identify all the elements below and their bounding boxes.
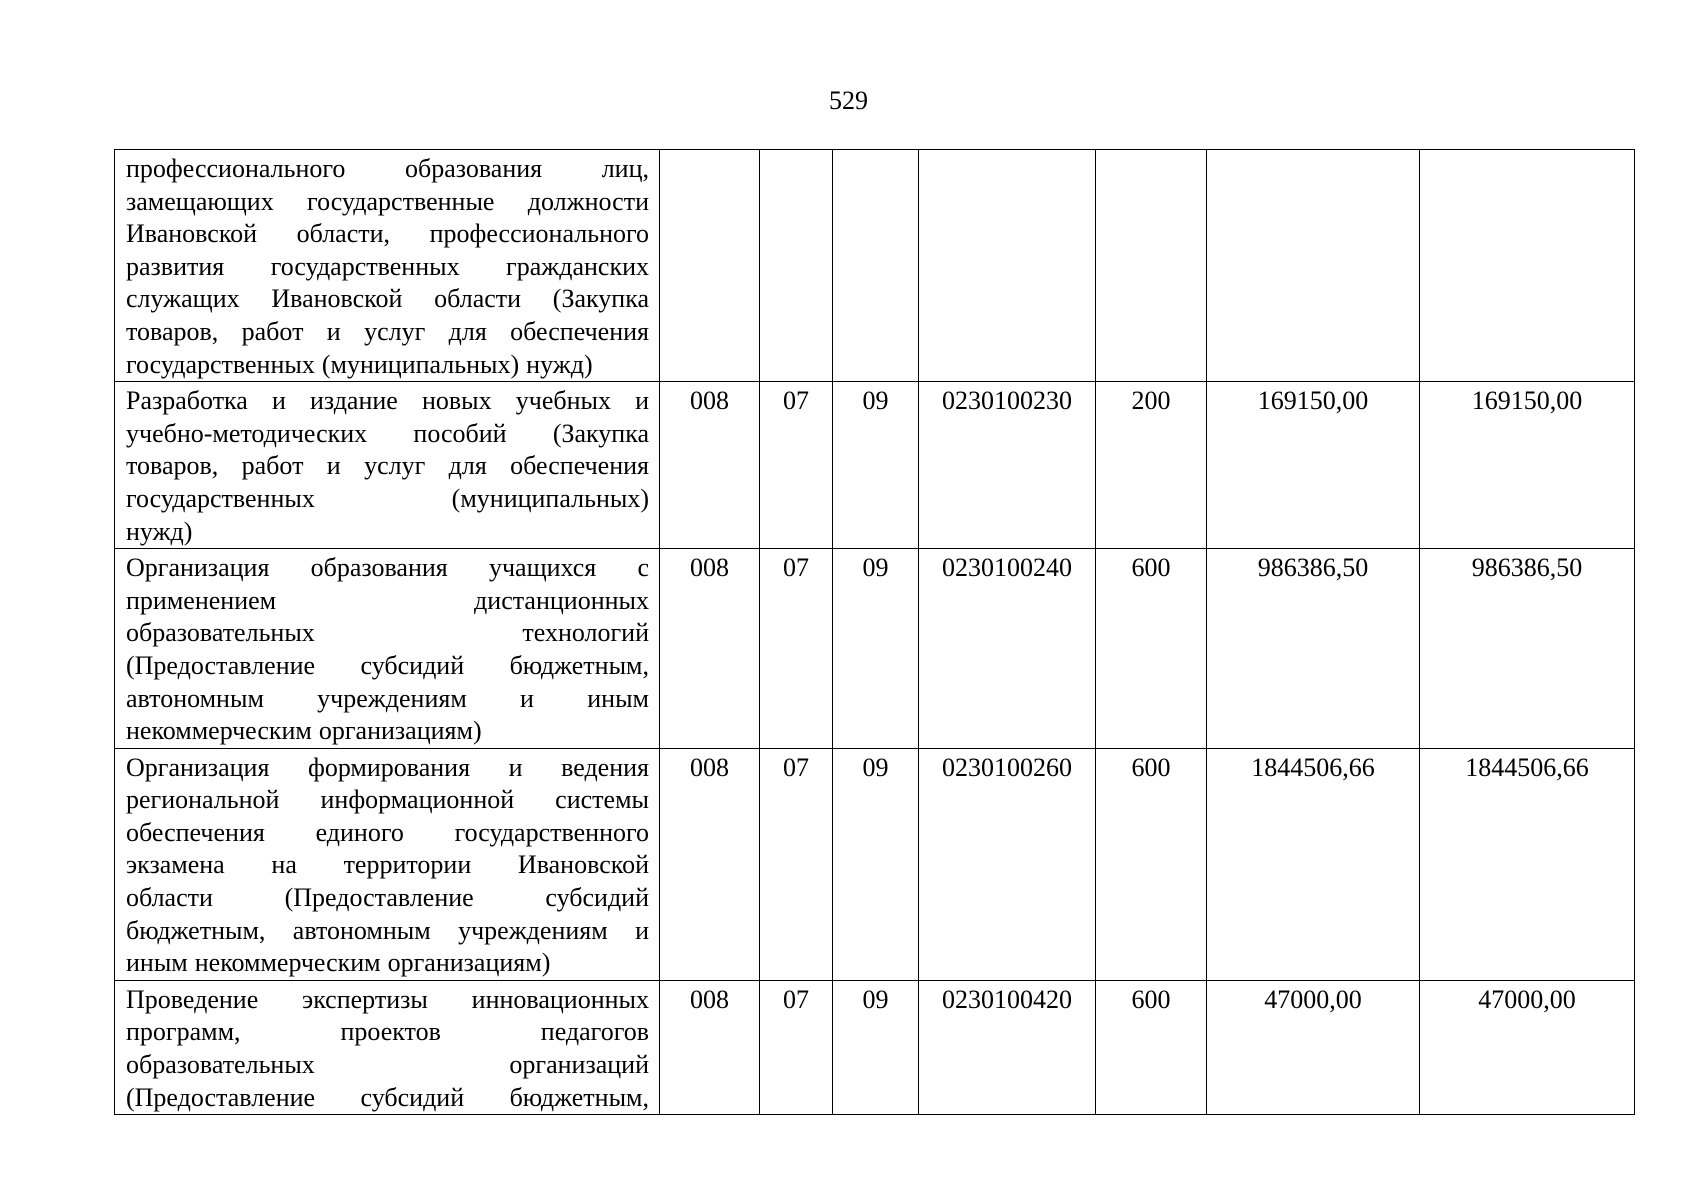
- amount-2: 1844506,66: [1420, 748, 1635, 980]
- description-line: служащих Ивановской области (Закупка: [126, 284, 649, 314]
- target-article-code: 0230100260: [919, 748, 1096, 980]
- description-line: области (Предоставление субсидий: [126, 883, 649, 913]
- table-row: [115, 980, 1635, 1114]
- description-line: профессионального образования лиц,: [126, 154, 649, 183]
- description-line: (Предоставление субсидий бюджетным,: [126, 650, 649, 680]
- amount-1: 169150,00: [1207, 382, 1420, 549]
- row-description: [115, 748, 660, 980]
- expense-type-code: 600: [1096, 549, 1207, 749]
- target-article-code: 0230100230: [919, 382, 1096, 549]
- description-line: государственных (муниципальных): [126, 483, 649, 513]
- ministry-code: [660, 150, 760, 382]
- target-article-code: [919, 150, 1096, 382]
- table-row: [115, 549, 1635, 749]
- description-line: учебно-методических пособий (Закупка: [126, 418, 649, 448]
- amount-1: 986386,50: [1207, 549, 1420, 749]
- section-code: 07: [760, 382, 833, 549]
- section-code: [760, 150, 833, 382]
- expense-type-code: [1096, 150, 1207, 382]
- description-line: товаров, работ и услуг для обеспечения: [126, 451, 649, 481]
- description-line: образовательных организаций: [126, 1050, 649, 1080]
- amount-2: 169150,00: [1420, 382, 1635, 549]
- description-line: государственных (муниципальных) нужд): [126, 349, 593, 379]
- ministry-code: 008: [660, 748, 760, 980]
- ministry-code: 008: [660, 549, 760, 749]
- amount-1: 47000,00: [1207, 980, 1420, 1114]
- description-line: нужд): [126, 516, 193, 546]
- subsection-code: 09: [833, 748, 919, 980]
- amount-2: 986386,50: [1420, 549, 1635, 749]
- table-row: [115, 748, 1635, 980]
- description-line: бюджетным, автономным учреждениям и: [126, 915, 649, 945]
- description-line: развития государственных гражданских: [126, 251, 649, 281]
- section-code: 07: [760, 748, 833, 980]
- description-line: Проведение экспертизы инновационных: [126, 984, 649, 1014]
- description-line: Организация формирования и ведения: [126, 752, 649, 782]
- subsection-code: 09: [833, 980, 919, 1114]
- ministry-code: 008: [660, 382, 760, 549]
- row-description: [115, 549, 660, 749]
- expense-type-code: 600: [1096, 980, 1207, 1114]
- description-line: автономным учреждениям и иным: [126, 683, 649, 713]
- target-article-code: 0230100240: [919, 549, 1096, 749]
- description-line: товаров, работ и услуг для обеспечения: [126, 316, 649, 346]
- target-article-code: 0230100420: [919, 980, 1096, 1114]
- amount-1: 1844506,66: [1207, 748, 1420, 980]
- description-line: иным некоммерческим организациям): [126, 948, 551, 978]
- section-code: 07: [760, 980, 833, 1114]
- description-line: экзамена на территории Ивановской: [126, 850, 649, 880]
- section-code: 07: [760, 549, 833, 749]
- description-line: образовательных технологий: [126, 618, 649, 648]
- amount-1: [1207, 150, 1420, 382]
- description-line: замещающих государственные должности: [126, 186, 649, 216]
- page-number: 529: [829, 86, 868, 115]
- table-body: [115, 150, 1635, 1115]
- amount-2: 47000,00: [1420, 980, 1635, 1114]
- row-description: [115, 150, 660, 382]
- table-row: [115, 150, 1635, 382]
- row-description: [115, 980, 660, 1114]
- row-description: [115, 382, 660, 549]
- description-line: программ, проектов педагогов: [126, 1017, 649, 1047]
- expense-type-code: 600: [1096, 748, 1207, 980]
- subsection-code: 09: [833, 382, 919, 549]
- description-line: (Предоставление субсидий бюджетным,: [126, 1082, 649, 1112]
- amount-2: [1420, 150, 1635, 382]
- description-line: Разработка и издание новых учебных и: [126, 386, 649, 416]
- description-line: некоммерческим организациям): [126, 716, 482, 746]
- subsection-code: [833, 150, 919, 382]
- description-line: Ивановской области, профессионального: [126, 219, 649, 249]
- description-line: Организация образования учащихся с: [126, 553, 649, 583]
- description-line: обеспечения единого государственного: [126, 817, 649, 847]
- budget-table: [114, 149, 1635, 1115]
- subsection-code: 09: [833, 549, 919, 749]
- table-row: [115, 382, 1635, 549]
- description-line: применением дистанционных: [126, 585, 649, 615]
- ministry-code: 008: [660, 980, 760, 1114]
- expense-type-code: 200: [1096, 382, 1207, 549]
- description-line: региональной информационной системы: [126, 785, 649, 815]
